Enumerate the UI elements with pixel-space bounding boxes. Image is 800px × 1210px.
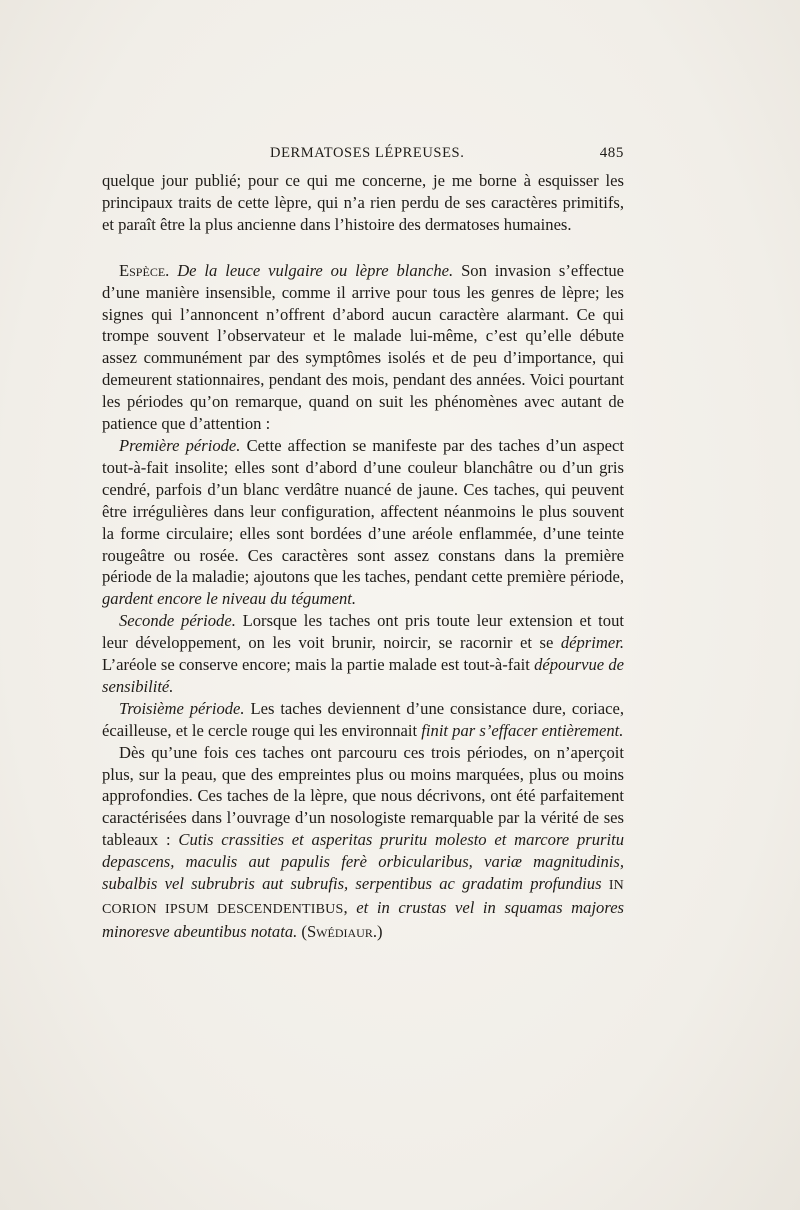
page-number: 485	[599, 145, 624, 161]
paragraph-text: Dès qu’une fois ces taches ont parcouru ces trois périodes, on n’aperçoit plus, sur la peau, que des empreintes plus ou moins marquées, plus ou moins approfondies. Ces taches de la lèpre, que nous décrivons, ont été parfaitement caractérisées dans l’ouvrage d’un nosologiste remarquable par la vérité de ses tableaux :	[102, 742, 624, 850]
section-label: Espèce.	[119, 260, 170, 280]
italic-phrase: finit par s’effacer entièrement.	[421, 720, 624, 740]
period-label: Seconde période.	[119, 611, 236, 631]
section-title: De la leuce vulgaire ou lèpre blanche.	[177, 260, 454, 280]
paragraph-text: Les taches deviennent d’une consistance dure, coriace, écailleuse, et le cercle rouge qui les environnait	[102, 698, 624, 740]
paragraph-third-period	[102, 698, 624, 742]
page-header	[118, 145, 624, 167]
italic-phrase: dépourvue de sensibilité.	[102, 655, 624, 696]
italic-phrase: gardent encore le niveau du tégument.	[102, 589, 357, 609]
latin-quote-end: et in crustas vel in squamas majores minoresve abeuntibus notata.	[102, 898, 625, 941]
period-label: Troisième période.	[119, 698, 245, 718]
paragraph-text: quelque jour publié; pour ce qui me concerne, je me borne à esquisser les principaux traits de cette lèpre, qui n’a rien perdu de ses caractères primitifs, et paraît être la plus ancienne dans l’histoire des dermatoses humaines.	[102, 171, 624, 234]
body-text	[102, 170, 624, 943]
period-label: Première période.	[119, 435, 241, 455]
latin-quote: Cutis crassities et asperitas pruritu molesto et marcore pruritu depascens, maculis aut papulis ferè orbicularibus, variæ magnitudinis, subalbis vel subrubris aut subrufis, serpentibus ac gradatim profundius	[102, 830, 624, 894]
paragraph-text: L’aréole se conserve encore; mais la partie malade est tout-à-fait	[102, 655, 530, 675]
paragraph-text: Cette affection se manifeste par des taches d’un aspect tout-à-fait insolite; elles sont d’abord d’une couleur blanchâtre ou d’un gris cendré, parfois d’un blanc verdâtre nuancé de jaune. Ces taches, qui peuvent être irrégulières dans leur configuration, affectent néanmoins le plus souvent la forme circulaire; elles sont bordées d’une aréole enflammée, d’une teinte rougeâtre ou rosée. Ces caractères sont assez constans dans la première période de la maladie; ajoutons que les taches, pendant cette première période,	[102, 435, 625, 587]
latin-quote-caps: IN CORION IPSUM DESCENDENTIBUS	[102, 878, 624, 917]
paragraph-text: Son invasion s’effectue d’une manière insensible, comme il arrive pour tous les genres de lèpre; les signes qui l’annoncent n’offrent d’abord aucun caractère alarmant. Ce qui trompe souvent l’observateur et le malade lui-même, c’est qu’elle débute assez communément par des symptômes isolés et de peu d’importance, qui demeurent stationnaires, pendant des mois, pendant des années. Voici pourtant les périodes qu’on remarque, quand on suit les phénomènes avec autant de patience que d’attention :	[102, 260, 624, 434]
paragraph-text: Lorsque les taches ont pris toute leur extension et tout leur développement, on les voit brunir, noircir, se racornir et se	[102, 611, 624, 653]
running-title: DERMATOSES LÉPREUSES.	[270, 145, 465, 161]
paragraph-conclusion: Dès qu’une fois ces taches ont parcouru ces trois périodes, on n’aperçoit plus, sur la peau, que des empreintes plus ou moins marquées, plus ou moins approfondies. Ces taches de la lèpre, que nous décrivons, ont été parfaitement caractérisées dans l’ouvrage d’un nosologiste remarquable par la vérité de ses tableaux : Cutis crassities et asperitas pruritu molesto et marcore pruritu depascens, maculis aut papulis ferè orbicularibus, variæ magnitudinis, subalbis vel subrubris aut subrufis, serpentibus ac gradatim profundius IN CORION IPSUM DESCENDENTIBUS, et in crustas vel in squamas majores minoresve abeuntibus notata. (Swédiaur.)	[102, 742, 625, 941]
italic-phrase: déprimer.	[560, 633, 624, 653]
paragraph-continuation	[102, 170, 624, 236]
paragraph-species	[102, 260, 624, 435]
paragraph-first-period	[102, 435, 624, 610]
paragraph-second-period	[102, 610, 624, 698]
citation-author: Swédiaur.	[306, 921, 377, 941]
